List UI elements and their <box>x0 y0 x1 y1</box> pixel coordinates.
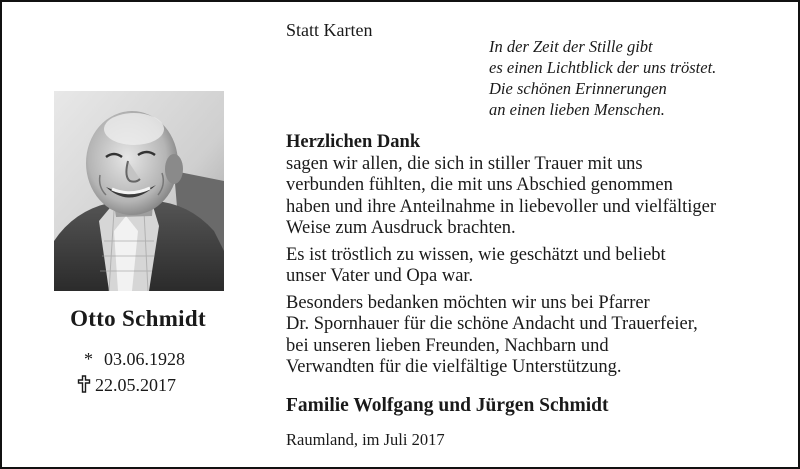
text-line: haben und ihre Anteilnahme in liebevoller und vielfältiger <box>286 196 716 217</box>
paragraph-2 <box>286 245 786 288</box>
poem <box>489 36 789 120</box>
birth-date: 03.06.1928 <box>104 349 185 369</box>
death-date: 22.05.2017 <box>95 375 176 395</box>
family-signature: Familie Wolfgang und Jürgen Schmidt <box>286 395 609 416</box>
deceased-name: Otto Schmidt <box>70 306 206 331</box>
cross-icon <box>77 375 95 398</box>
poem-line: an einen lieben Menschen. <box>489 100 665 119</box>
text-line: unser Vater und Opa war. <box>286 266 474 286</box>
text-line: bei unseren lieben Freunden, Nachbarn und <box>286 335 609 356</box>
text-line: Besonders bedanken möchten wir uns bei Pfarrer <box>286 292 650 313</box>
text-line: Es ist tröstlich zu wissen, wie geschätzt und beliebt <box>286 244 666 265</box>
text-line: Dr. Spornhauer für die schöne Andacht und Trauerfeier, <box>286 314 698 334</box>
poem-line: Die schönen Erinnerungen <box>489 79 667 98</box>
poem-line: In der Zeit der Stille gibt <box>489 37 653 56</box>
text-line: sagen wir allen, die sich in stiller Trauer mit uns <box>286 153 643 174</box>
paragraph-3 <box>286 293 786 379</box>
text-line: verbunden fühlten, die mit uns Abschied genommen <box>286 175 673 195</box>
portrait-photo <box>54 91 224 291</box>
thanks-text <box>286 132 786 384</box>
paragraph-1 <box>286 154 786 240</box>
thanks-heading: Herzlichen Dank <box>286 132 421 152</box>
death-date-row <box>77 374 247 398</box>
header-statt-karten: Statt Karten <box>286 20 373 40</box>
poem-line: es einen Lichtblick der uns tröstet. <box>489 58 717 77</box>
birth-date-row <box>84 348 254 370</box>
text-line: Verwandten für die vielfältige Unterstützung. <box>286 357 622 377</box>
text-line: Weise zum Ausdruck brachten. <box>286 218 516 238</box>
birth-symbol: * <box>84 349 93 369</box>
place-date: Raumland, im Juli 2017 <box>286 430 445 449</box>
